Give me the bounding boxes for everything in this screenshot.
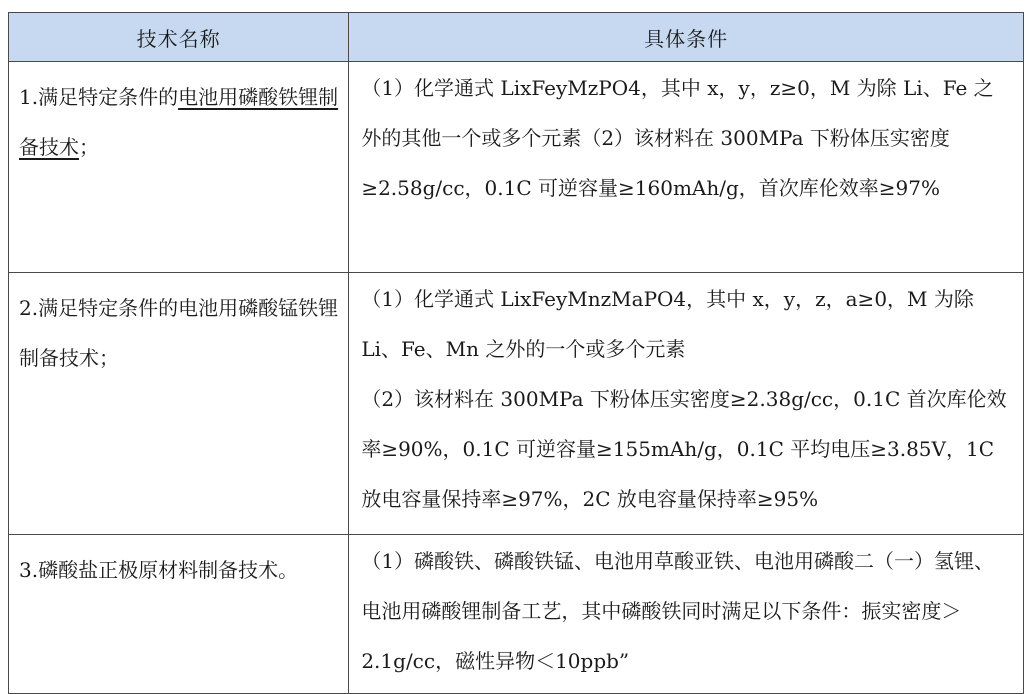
table-row — [9, 62, 1024, 273]
technology-name-underlined: 电池用磷酸铁锂制备技术 — [19, 85, 339, 159]
technology-name-cell: 2.满足特定条件的电池用磷酸锰铁锂制备技术； — [9, 273, 349, 535]
condition-paragraph: （1）化学通式 LixFeyMzPO4，其中 x，y，z≥0，M 为除 Li、Fe 之外的其他一个或多个元素（2）该材料在 300MPa 下粉体压实密度≥2.58g/cc，0.1C 可逆容量≥160mAh/g，首次库伦效率≥97% — [361, 76, 994, 200]
conditions-cell — [349, 62, 1024, 273]
table-header-row — [9, 13, 1024, 62]
technology-conditions-table — [8, 12, 1024, 694]
technology-name-cell — [9, 62, 349, 273]
condition-paragraph: （1）磷酸铁、磷酸铁锰、电池用草酸亚铁、电池用磷酸二（一）氢锂、电池用磷酸锂制备工艺，其中磷酸铁同时满足以下条件：振实密度＞2.1g/cc，磁性异物＜10ppb” — [361, 549, 995, 673]
table-row — [9, 273, 1024, 535]
conditions-cell — [349, 273, 1024, 535]
table-row — [9, 535, 1024, 694]
condition-paragraph: （2）该材料在 300MPa 下粉体压实密度≥2.38g/cc，0.1C 首次库伦效率≥90%，0.1C 可逆容量≥155mAh/g，0.1C 平均电压≥3.85V，1C 放电容量保持率≥97%，2C 放电容量保持率≥95% — [361, 387, 1007, 511]
technology-name-suffix: ； — [79, 135, 99, 159]
header-technology-name: 技术名称 — [9, 13, 349, 62]
conditions-cell — [349, 535, 1024, 694]
technology-name-cell: 3.磷酸盐正极原材料制备技术。 — [9, 535, 349, 694]
technology-name-prefix: 1.满足特定条件的 — [19, 85, 179, 109]
condition-paragraph: （1）化学通式 LixFeyMnzMaPO4，其中 x，y，z，a≥0，M 为除 Li、Fe、Mn 之外的一个或多个元素 — [361, 287, 974, 361]
header-specific-conditions: 具体条件 — [349, 13, 1024, 62]
